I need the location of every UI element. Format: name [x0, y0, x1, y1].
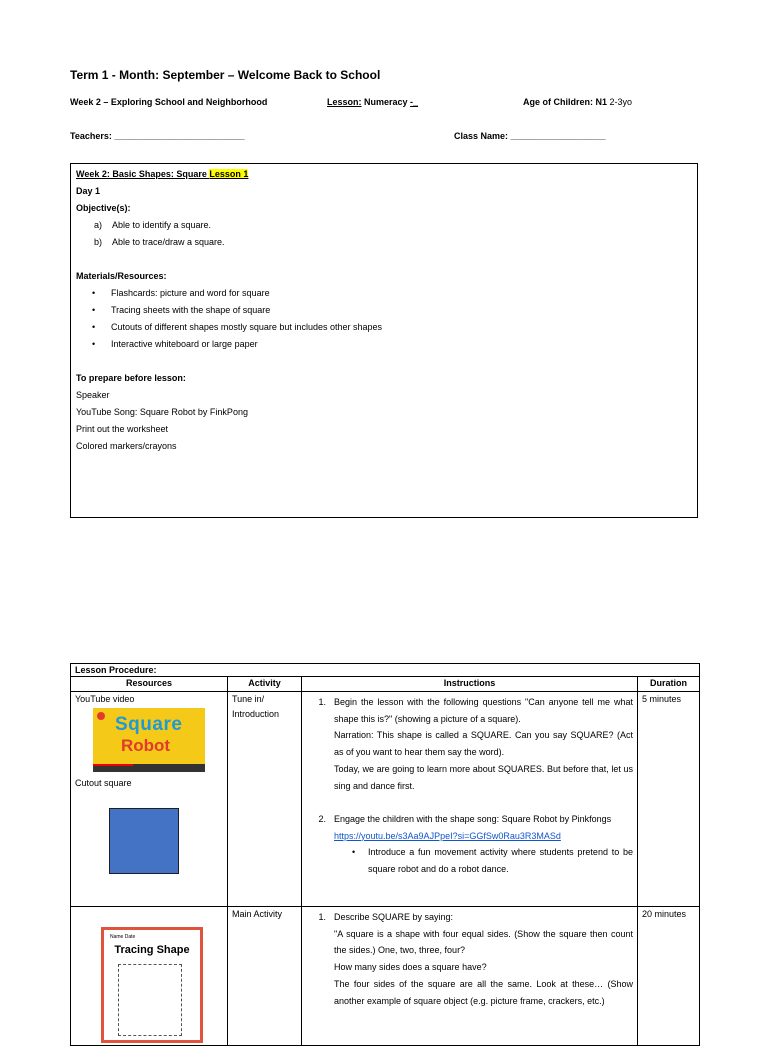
- activity-cell: [228, 692, 302, 907]
- prepare-item: Print out the worksheet: [76, 424, 169, 434]
- material-item: • Tracing sheets with the shape of square: [92, 305, 271, 315]
- plan-heading: [76, 166, 692, 183]
- activity-cell: Main Activity: [228, 907, 302, 1046]
- table-row: [71, 692, 700, 907]
- col-header-duration: Duration: [638, 677, 700, 692]
- material-item: • Flashcards: picture and word for square: [92, 288, 270, 298]
- lesson-value: Numeracy: [361, 97, 411, 107]
- resource-label: Cutout square: [75, 778, 132, 788]
- duration-cell: 20 minutes: [638, 907, 700, 1046]
- dashed-square-icon: [118, 964, 182, 1036]
- title-term: Term 1 -: [70, 68, 116, 82]
- lesson-tag: Lesson 1: [209, 169, 249, 179]
- thumbnail-word: Square: [115, 714, 183, 735]
- video-progress-bar: [93, 764, 205, 772]
- objective-item: a) Able to identify a square.: [94, 220, 212, 230]
- resource-label: YouTube video: [75, 694, 135, 704]
- activity-label: Introduction: [232, 709, 280, 719]
- page-title: [70, 68, 380, 82]
- teachers-field: Teachers: __________________________: [70, 131, 245, 141]
- tracing-sheet-image: Name Date Tracing Shape: [101, 927, 203, 1043]
- pinkfong-logo-icon: [97, 712, 105, 720]
- age-label: Age of Children: N1: [523, 97, 608, 107]
- youtube-thumbnail-image[interactable]: [93, 708, 205, 772]
- resources-cell: [71, 907, 228, 1046]
- prepare-label: To prepare before lesson:: [76, 373, 186, 383]
- plan-heading-text: Week 2: Basic Shapes: Square: [76, 169, 210, 179]
- material-item: • Interactive whiteboard or large paper: [92, 339, 258, 349]
- activity-label: Tune in/: [232, 694, 265, 704]
- prepare-item: YouTube Song: Square Robot by FinkPong: [76, 407, 248, 417]
- prepare-item: Colored markers/crayons: [76, 441, 177, 451]
- age-value: 2-3yo: [607, 97, 633, 107]
- lesson-info: [327, 97, 418, 107]
- instruction-step: 1. Describe SQUARE by saying: "A square is a shape with four equal sides. (Show the square then count the sides.) One, two, three, four? How many sides does a square have? The four sides of the square are all the same. Look at these… (Show another example of square object (e.g. picture frame, crackers, etc.): [318, 912, 633, 1006]
- instruction-bullet: • Introduce a fun movement activity where students pretend to be square robot and do a robot dance.: [352, 847, 633, 875]
- instruction-step: 1. Begin the lesson with the following questions "Can anyone tell me what shape this is?" (showing a picture of a square). Narration: This shape is called a SQUARE. Can you say SQUARE? (Act as of you want to hear them say the word). Today, we are going to learn more about SQUARES. But before that, let us sing and dance first.: [318, 697, 633, 791]
- lesson-label: Lesson:: [327, 97, 362, 107]
- procedure-title: Lesson Procedure:: [71, 664, 700, 677]
- title-month: Month: September – Welcome Back to School: [115, 68, 381, 82]
- week-label: Week 2 – Exploring School and Neighborhood: [70, 97, 268, 107]
- lesson-dash: -_: [410, 97, 419, 107]
- col-header-instructions: Instructions: [302, 677, 638, 692]
- thumbnail-word: Robot: [121, 736, 171, 755]
- blue-square-image: [109, 808, 179, 874]
- col-header-activity: Activity: [228, 677, 302, 692]
- age-info: [523, 97, 632, 107]
- instructions-cell: [302, 692, 638, 907]
- objective-item: b) Able to trace/draw a square.: [94, 237, 225, 247]
- day-label: Day 1: [76, 186, 101, 196]
- materials-label: Materials/Resources:: [76, 271, 167, 281]
- table-row: [71, 907, 700, 1046]
- lesson-plan-box: [70, 163, 698, 518]
- instruction-step: 2. Engage the children with the shape song: Square Robot by Pinkfongs https://youtu.be/s3Aa9AJPpeI?si=GGfSw0Rau3R3MASd • Introduce a fun movement activity where students pretend to be square robot and do a robot dance.: [306, 811, 633, 878]
- material-item: • Cutouts of different shapes mostly square but includes other shapes: [92, 322, 382, 332]
- objectives-label: Objective(s):: [76, 203, 131, 213]
- class-name-field: Class Name: ___________________: [454, 131, 606, 141]
- duration-cell: 5 minutes: [638, 692, 700, 907]
- col-header-resources: Resources: [71, 677, 228, 692]
- procedure-table: [70, 663, 700, 1046]
- resources-cell: [71, 692, 228, 907]
- instructions-cell: [302, 907, 638, 1046]
- prepare-item: Speaker: [76, 390, 110, 400]
- youtube-link[interactable]: https://youtu.be/s3Aa9AJPpeI?si=GGfSw0Rau3R3MASd: [334, 830, 561, 841]
